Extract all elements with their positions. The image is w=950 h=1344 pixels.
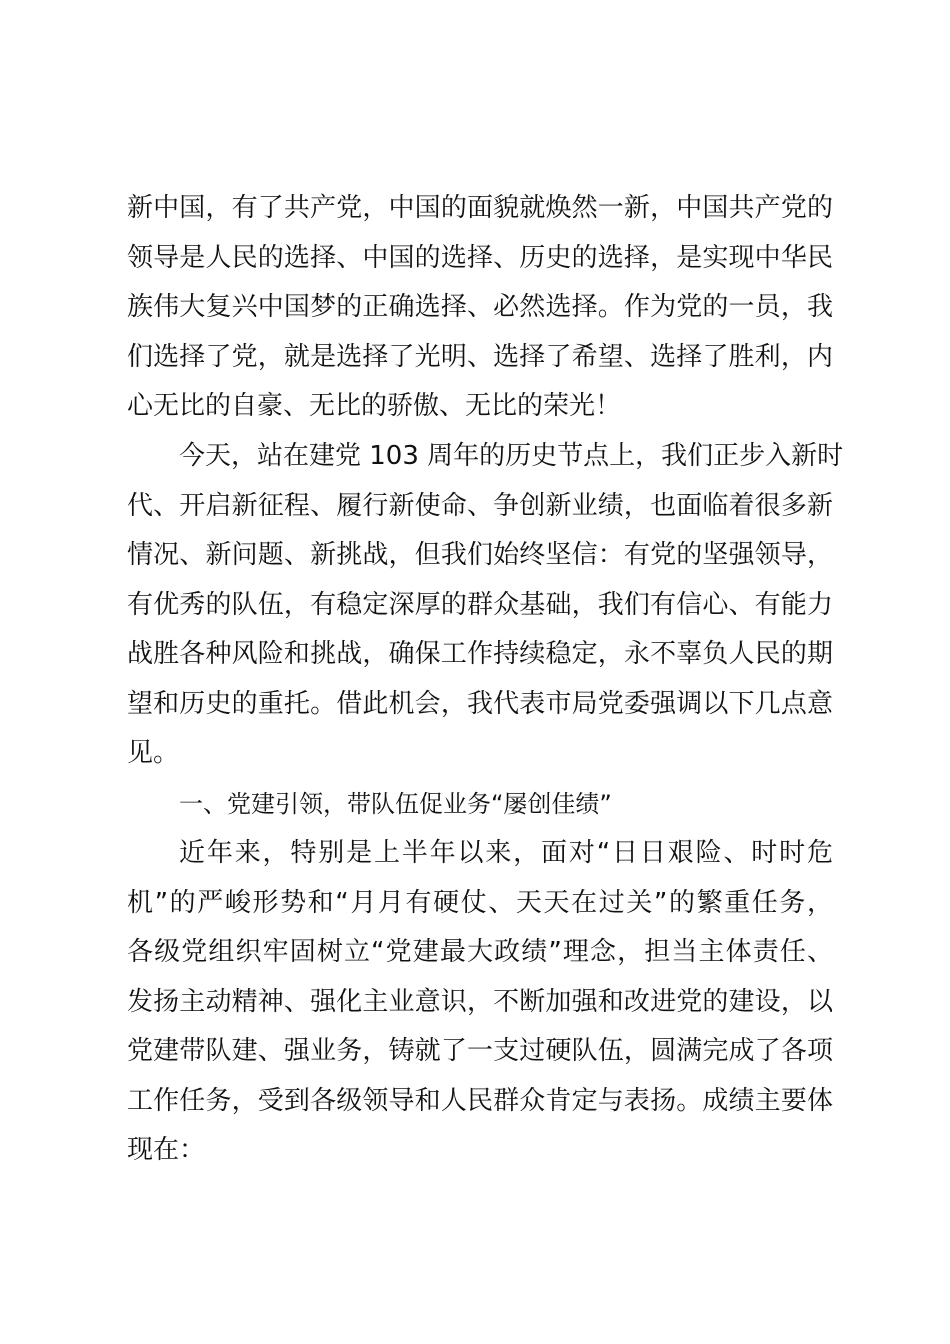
paragraph-line: 领导是人民的选择、中国的选择、历史的选择，是实现中华民 xyxy=(127,242,833,273)
paragraph-line: 族伟大复兴中国梦的正确选择、必然选择。作为党的一员，我 xyxy=(127,292,833,322)
paragraph-line: 机”的严峻形势和“月月有硬仗、天天在过关”的繁重任务， xyxy=(127,887,833,918)
section-heading: 一、党建引领，带队伍促业务“屡创佳绩” xyxy=(179,790,612,818)
paragraph-line: 新中国，有了共产党，中国的面貌就焕然一新，中国共产党的 xyxy=(127,193,833,223)
paragraph-3 xyxy=(127,829,833,1176)
paragraph-line: 党建带队建、强业务，铸就了一支过硬队伍，圆满完成了各项 xyxy=(127,1036,833,1066)
paragraph-line: 现在： xyxy=(127,1135,206,1165)
paragraph-line: 代、开启新征程、履行新使命、争创新业绩，也面临着很多新 xyxy=(127,490,833,521)
paragraph-line: 各级党组织牢固树立“党建最大政绩”理念，担当主体责任、 xyxy=(127,937,833,967)
paragraph-line: 情况、新问题、新挑战，但我们始终坚信：有党的坚强领导， xyxy=(127,540,833,570)
paragraph-1 xyxy=(127,184,833,432)
paragraph-line: 发扬主动精神、强化主业意识，不断加强和改进党的建设，以 xyxy=(127,986,833,1017)
paragraph-line: 近年来，特别是上半年以来，面对“日日艰险、时时危 xyxy=(179,838,833,868)
paragraph-line: 有优秀的队伍，有稳定深厚的群众基础，我们有信心、有能力 xyxy=(127,589,833,620)
paragraph-line: 今天，站在建党 103 周年的历史节点上，我们正步入新时 xyxy=(179,441,844,471)
paragraph-line: 工作任务，受到各级领导和人民群众肯定与表扬。成绩主要体 xyxy=(127,1085,833,1116)
paragraph-line: 见。 xyxy=(127,738,180,768)
paragraph-line: 心无比的自豪、无比的骄傲、无比的荣光！ xyxy=(127,391,622,421)
section-heading-block xyxy=(127,780,833,830)
paragraph-line: 们选择了党，就是选择了光明、选择了希望、选择了胜利，内 xyxy=(127,341,833,372)
paragraph-line: 战胜各种风险和挑战，确保工作持续稳定，永不辜负人民的期 xyxy=(127,639,833,669)
paragraph-line: 望和历史的重托。借此机会，我代表市局党委强调以下几点意 xyxy=(127,688,833,719)
paragraph-2 xyxy=(127,432,844,779)
